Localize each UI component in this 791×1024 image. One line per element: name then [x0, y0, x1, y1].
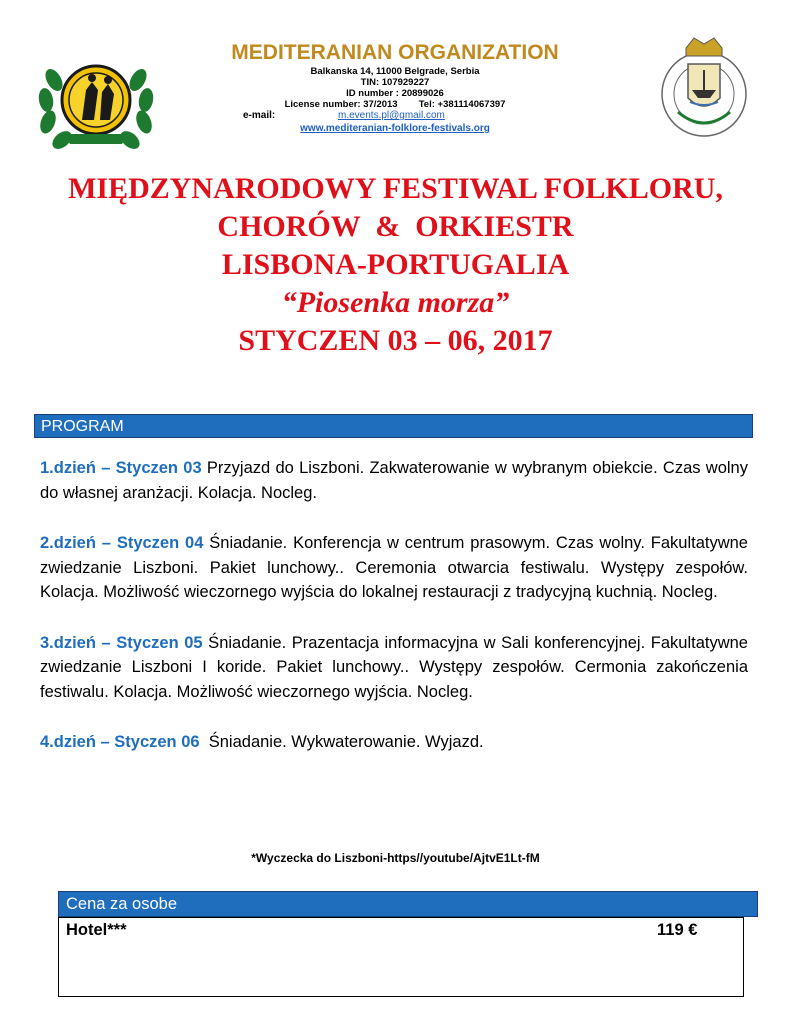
organization-name: MEDITERANIAN ORGANIZATION	[231, 41, 559, 64]
program-day-1	[40, 456, 748, 505]
organization-tin: TIN: 107929227	[360, 77, 430, 88]
day-label: 3.dzień – Styczen 05	[40, 633, 203, 652]
email-row	[190, 110, 600, 122]
festival-dates: STYCZEN 03 – 06, 2017	[238, 324, 553, 357]
day-description: Śniadanie. Prazentacja informacyjna w Sali konferencyjnej. Fakultatywne zwiedzanie Liszboni I koride. Pakiet lunchowy.. Występy zespołów. Cermonia zakończenia festiwalu. Kolacja. Możliwość wieczornego wyjścia. Nocleg.	[40, 633, 748, 701]
program-day-4	[40, 730, 748, 755]
day-label: 1.dzień – Styczen 03	[40, 459, 202, 477]
title-line-3: LISBONA-PORTUGALIA	[221, 248, 570, 281]
organization-id-number: ID number : 20899026	[346, 88, 444, 99]
organization-logo	[34, 50, 158, 154]
day-description: Przyjazd do Liszboni. Zakwaterowanie w wybranym obiekcie. Czas wolny do własnej aranżacji. Kolacja. Nocleg.	[40, 459, 748, 502]
excursion-note: *Wyczecka do Liszboni-https//youtube/AjtvE1Lt-fM	[251, 851, 540, 865]
program-header: PROGRAM	[34, 414, 753, 438]
email-link[interactable]: m.events.pl@gmail.com	[338, 110, 445, 121]
city-coat-of-arms	[650, 34, 758, 140]
website-link[interactable]: www.mediteranian-folklore-festivals.org	[300, 123, 490, 134]
title-line-2: CHORÓW & ORKIESTR	[217, 210, 574, 243]
title-line-1: MIĘDZYNARODOWY FESTIWAL FOLKLORU,	[68, 172, 723, 205]
festival-subtitle: “Piosenka morza”	[281, 286, 510, 319]
day-description: Śniadanie. Wykwaterowanie. Wyjazd.	[199, 733, 484, 751]
day-description: Śniadanie. Konferencja w centrum prasowym. Czas wolny. Fakultatywne zwiedzanie Liszboni. Pakiet lunchowy.. Ceremonia otwarcia festiwalu. Występy zespołów. Kolacja. Możliwość wieczornego wyjścia do lokalnej restauracji z tradycyjną kuchnią. Nocleg.	[40, 534, 748, 601]
price-amount: 119 €	[657, 921, 698, 939]
price-header: Cena za osobe	[58, 891, 758, 917]
email-label: e-mail:	[243, 110, 276, 121]
organization-license-phone: License number: 37/2013 Tel: +381114067397	[284, 99, 506, 110]
festival-title	[40, 170, 751, 360]
program-day-2	[40, 531, 748, 605]
organization-header	[190, 40, 600, 135]
day-label: 4.dzień – Styczen 06	[40, 733, 200, 751]
day-label: 2.dzień – Styczen 04	[40, 534, 204, 552]
organization-address: Balkanska 14, 11000 Belgrade, Serbia	[310, 66, 480, 77]
program-days	[40, 456, 748, 781]
price-item: Hotel***	[66, 921, 127, 939]
price-table	[58, 917, 744, 997]
program-day-3	[40, 631, 748, 705]
